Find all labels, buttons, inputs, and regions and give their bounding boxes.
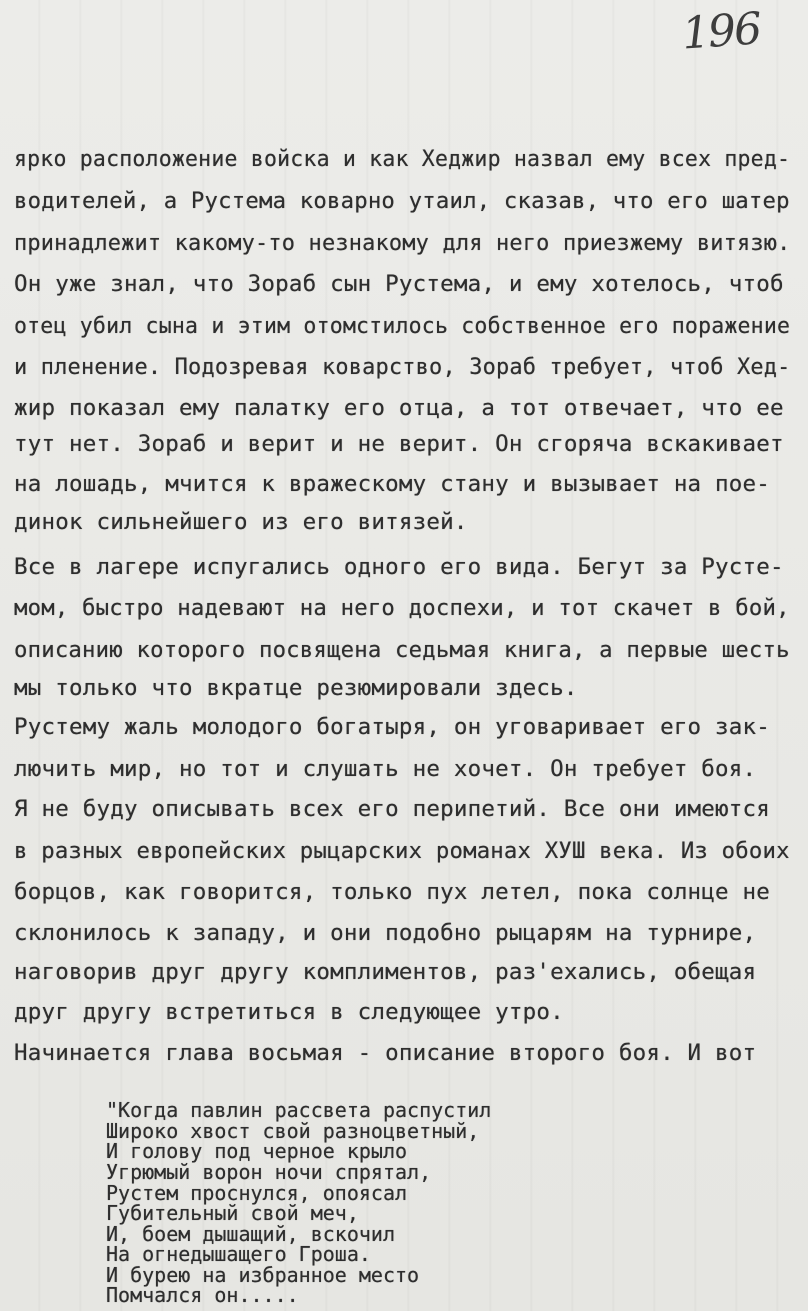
text-line: Я не буду описывать всех его перипетий. Все они имеются	[14, 796, 771, 822]
verse-line: И голову под черное крыло	[106, 1139, 408, 1163]
text-line: описанию которого посвящена седьмая книга, а первые шесть	[14, 637, 790, 663]
text-line: Все в лагере испугались одного его вида. Бегут за Русте-	[14, 554, 784, 580]
verse-line: Губительный свой меч,	[106, 1201, 359, 1225]
text-line: Рустему жаль молодого богатыря, он уговаривает его зак-	[14, 714, 771, 740]
text-line: Он уже знал, что Зораб сын Рустема, и ему хотелось, чтоб	[14, 271, 784, 297]
text-line: наговорив друг другу комплиментов, раз'ехались, обещая	[14, 959, 757, 985]
text-line: жир показал ему палатку его отца, а тот отвечает, что ее	[14, 395, 784, 421]
verse-line: Помчался он.....	[106, 1283, 299, 1307]
text-line: динок сильнейшего из его витязей.	[14, 509, 468, 535]
verse-line: На огнедышащего Гроша.	[106, 1242, 371, 1266]
text-line: водителей, а Рустема коварно утаил, сказав, что его шатер	[14, 188, 790, 214]
verse-line: Угрюмый ворон ночи спрятал,	[106, 1160, 432, 1184]
text-line: в разных европейских рыцарских романах ХУШ века. Из обоих	[14, 838, 790, 864]
text-line: и пленение. Подозревая коварство, Зораб требует, чтоб Хед-	[14, 354, 791, 380]
text-line: тут нет. Зораб и верит и не верит. Он сгоряча вскакивает	[14, 431, 784, 457]
text-line: на лошадь, мчится к вражескому стану и вызывает на пое-	[14, 471, 771, 497]
text-line: отец убил сына и этим отомстилось собственное его поражение	[14, 313, 791, 339]
text-line: склонилось к западу, и они подобно рыцарям на турнире,	[14, 920, 757, 946]
text-line: Начинается глава восьмая - описание второго боя. И вот	[14, 1040, 757, 1066]
verse-line: И бурею на избранное место	[106, 1263, 420, 1287]
text-line: лючить мир, но тот и слушать не хочет. Он требует боя.	[14, 756, 757, 782]
page-number: 196	[680, 3, 762, 60]
text-line: ярко расположение войска и как Хеджир назвал ему всех пред-	[14, 146, 791, 172]
verse-line: "Когда павлин рассвета распустил	[106, 1098, 492, 1122]
text-line: друг другу встретиться в следующее утро.	[14, 999, 564, 1025]
text-line: борцов, как говорится, только пух летел, пока солнце не	[14, 879, 771, 905]
verse-line: Широко хвост свой разноцветный,	[106, 1119, 480, 1143]
verse-line: И, боем дышащий, вскочил	[106, 1222, 395, 1246]
verse-line: Рустем проснулся, опоясал	[106, 1181, 408, 1205]
text-line: мом, быстро надевают на него доспехи, и тот скачет в бой,	[14, 595, 790, 621]
text-line: мы только что вкратце резюмировали здесь.	[14, 675, 578, 701]
text-line: принадлежит какому-то незнакому для него приезжему витязю.	[14, 230, 791, 256]
